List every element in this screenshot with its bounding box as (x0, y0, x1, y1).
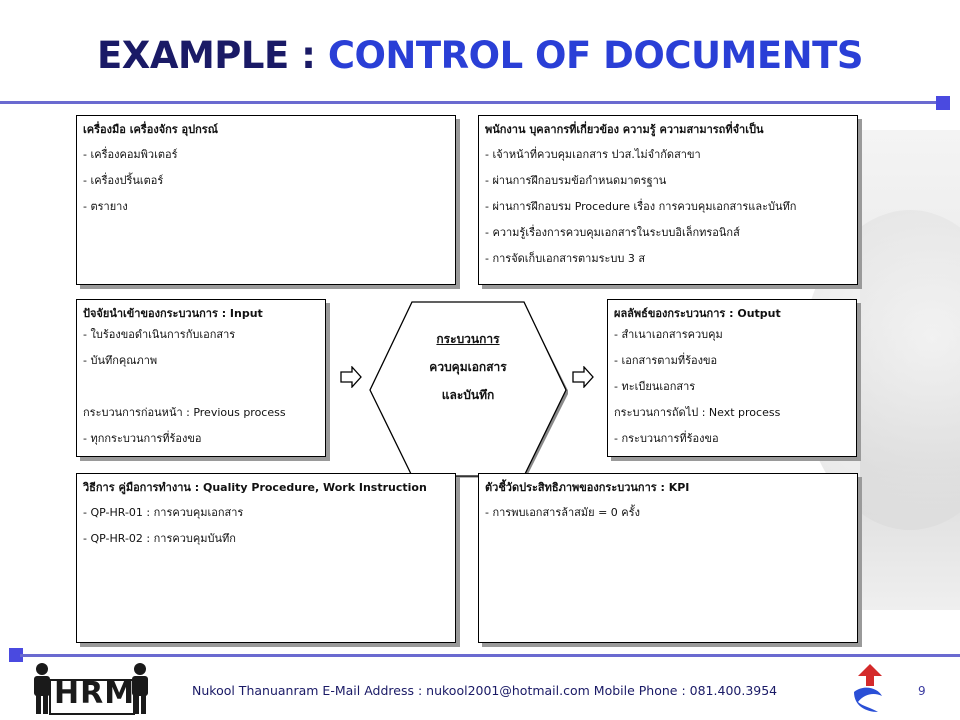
output-line: - สำเนาเอกสารควบคุม (614, 328, 723, 341)
output-line: กระบวนการถัดไป : Next process (614, 406, 781, 419)
tools-heading: เครื่องมือ เครื่องจักร อุปกรณ์ (83, 123, 218, 136)
footer-name: Nukool Thanuanram (192, 683, 319, 698)
company-emblem-icon (848, 662, 888, 714)
hrm-logo-text: HRM (54, 676, 136, 711)
footer-email[interactable]: nukool2001@hotmail.com (426, 683, 590, 698)
input-box (76, 299, 326, 457)
input-line: กระบวนการก่อนหน้า : Previous process (83, 406, 286, 419)
input-line: - บันทึกคุณภาพ (83, 354, 158, 367)
process-line3: และบันทึก (441, 388, 495, 402)
procedure-line: - QP-HR-01 : การควบคุมเอกสาร (83, 506, 244, 519)
tools-box (76, 115, 456, 285)
footer-email-label: E-Mail Address : (322, 683, 423, 698)
staff-line: - ความรู้เรื่องการควบคุมเอกสารในระบบอิเล็กทรอนิกส์ (485, 226, 740, 239)
output-arrow-icon (572, 366, 594, 388)
procedure-heading: วิธีการ คู่มือการทำงาน : Quality Procedure, Work Instruction (83, 481, 427, 494)
process-line2: ควบคุมเอกสาร (429, 360, 507, 374)
staff-box (478, 115, 858, 285)
procedure-line: - QP-HR-02 : การควบคุมบันทึก (83, 532, 236, 545)
input-line (83, 380, 319, 406)
footer-phone: Mobile Phone : 081.400.3954 (593, 683, 778, 698)
top-rule-square (936, 96, 950, 110)
tools-line: - เครื่องปริ้นเตอร์ (83, 174, 164, 187)
output-line: - กระบวนการที่ร้องขอ (614, 432, 719, 445)
output-box (607, 299, 857, 457)
process-label: กระบวนการ (436, 332, 500, 346)
staff-line: - เจ้าหน้าที่ควบคุมเอกสาร ปวส.ไม่จำกัดสาขา (485, 148, 701, 161)
background-globe (860, 130, 960, 610)
kpi-line: - การพบเอกสารล้าสมัย = 0 ครั้ง (485, 506, 640, 519)
bottom-rule (20, 654, 960, 657)
staff-line: - ผ่านการฝึกอบรมข้อกำหนดมาตรฐาน (485, 174, 667, 187)
staff-line: - ผ่านการฝึกอบรม Procedure เรื่อง การควบคุมเอกสารและบันทึก (485, 200, 797, 213)
title-example: EXAMPLE (97, 34, 289, 77)
input-arrow-icon (340, 366, 362, 388)
output-line: - ทะเบียนเอกสาร (614, 380, 696, 393)
page-number: 9 (918, 684, 926, 698)
output-line: - เอกสารตามที่ร้องขอ (614, 354, 718, 367)
staff-heading: พนักงาน บุคลากรที่เกี่ยวข้อง ความรู้ ความสามารถที่จำเป็น (485, 123, 764, 136)
footer-contact (192, 683, 777, 698)
title-separator: : (288, 34, 328, 77)
title-subject: CONTROL OF DOCUMENTS (327, 34, 863, 77)
input-line: - ทุกกระบวนการที่ร้องขอ (83, 432, 202, 445)
input-line: - ใบร้องขอดำเนินการกับเอกสาร (83, 328, 236, 341)
slide-title (0, 34, 960, 77)
tools-line: - เครื่องคอมพิวเตอร์ (83, 148, 178, 161)
top-rule (0, 101, 940, 104)
tools-line: - ตรายาง (83, 200, 128, 213)
kpi-box (478, 473, 858, 643)
input-heading: ปัจจัยนำเข้าของกระบวนการ : Input (83, 307, 263, 320)
procedure-box (76, 473, 456, 643)
kpi-heading: ตัวชี้วัดประสิทธิภาพของกระบวนการ : KPI (485, 481, 690, 494)
output-heading: ผลลัพธ์ของกระบวนการ : Output (614, 307, 781, 320)
staff-line: - การจัดเก็บเอกสารตามระบบ 3 ส (485, 252, 646, 265)
